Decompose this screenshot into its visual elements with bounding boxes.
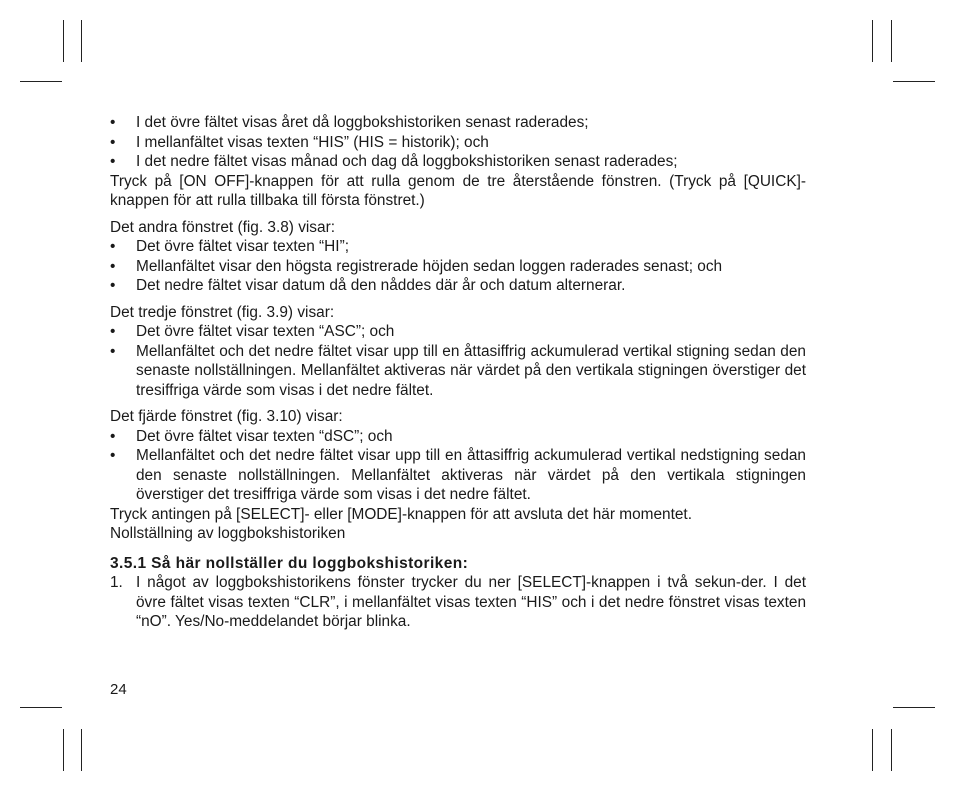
bullet: • bbox=[110, 114, 116, 131]
list-item: • I det nedre fältet visas månad och dag då loggbokshistoriken senast raderades; bbox=[110, 153, 678, 170]
crop-mark bbox=[893, 707, 935, 708]
second-window-intro: Det andra fönstret (fig. 3.8) visar: bbox=[110, 218, 335, 236]
crop-mark bbox=[20, 707, 62, 708]
fourth-window-intro: Det fjärde fönstret (fig. 3.10) visar: bbox=[110, 408, 343, 425]
list-item: • Det övre fältet visar texten “dSC”; och bbox=[110, 427, 393, 445]
second-window-list bbox=[110, 237, 806, 296]
bullet: • bbox=[110, 153, 116, 170]
list-item: • I mellanfältet visas texten “HIS” (HIS = historik); och bbox=[110, 133, 489, 151]
list-item: • Mellanfältet och det nedre fältet visar upp till en åttasiffrig ackumulerad vertikal stigning sedan den senaste nollställningen. Mellanfältet aktiveras när värdet på den vertikala stigningen överstiger det tresiffriga värde som visas i det nedre fältet. bbox=[110, 342, 806, 399]
list-item: • I det övre fältet visas året då loggbokshistoriken senast raderades; bbox=[110, 114, 589, 131]
third-window-intro: Det tredje fönstret (fig. 3.9) visar: bbox=[110, 303, 335, 321]
list-item: • Det övre fältet visar texten “HI”; bbox=[110, 238, 349, 255]
page-body bbox=[110, 113, 806, 632]
list-item: • Mellanfältet och det nedre fältet visar upp till en åttasiffrig ackumulerad vertikal nedstigning sedan den senaste nollställningen. Mellanfältet aktiveras när värdet på den vertikala stigningen överstiger det tresiffriga värde som visas i det nedre fältet. bbox=[110, 447, 806, 503]
crop-mark bbox=[20, 81, 62, 82]
bullet: • bbox=[110, 427, 116, 445]
crop-mark bbox=[63, 729, 64, 771]
crop-mark bbox=[63, 20, 64, 62]
paragraph-on-off: Tryck på [ON OFF]-knappen för att rulla genom de tre återstående fönstren. (Tryck på [QUICK]-knappen för att rulla tillbaka till första fönstret.) bbox=[110, 172, 806, 209]
crop-mark bbox=[81, 729, 82, 771]
list-item: • Det nedre fältet visar datum då den nåddes där år och datum alternerar. bbox=[110, 277, 626, 294]
bullet: • bbox=[110, 277, 116, 294]
steps-list bbox=[110, 573, 806, 632]
bullet: • bbox=[110, 257, 116, 275]
list-item: • Det övre fältet visar texten “ASC”; och bbox=[110, 323, 395, 340]
step-number: 1. bbox=[110, 574, 123, 591]
bullet: • bbox=[110, 238, 116, 255]
fourth-window-list bbox=[110, 427, 806, 505]
crop-mark bbox=[891, 20, 892, 62]
bullet: • bbox=[110, 323, 116, 340]
section-heading: 3.5.1 Så här nollställer du loggbokshistoriken: bbox=[110, 554, 469, 572]
crop-mark bbox=[81, 20, 82, 62]
crop-mark bbox=[872, 729, 873, 771]
step-item: 1. I något av loggbokshistorikens fönster trycker du ner [SELECT]-knappen i två sekun-der. I det övre fältet visas texten “CLR”, i mellanfältet visas texten “HIS” och i det nedre fönstret visas texten “nO”. Yes/No-meddelandet börjar blinka. bbox=[110, 574, 806, 630]
bullet: • bbox=[110, 447, 116, 464]
crop-mark bbox=[872, 20, 873, 62]
paragraph-exit: Tryck antingen på [SELECT]- eller [MODE]-knappen för att avsluta det här momentet. bbox=[110, 505, 692, 523]
bullet: • bbox=[110, 133, 116, 151]
third-window-list bbox=[110, 322, 806, 400]
first-window-list bbox=[110, 113, 806, 172]
paragraph-reset-label: Nollställning av loggbokshistoriken bbox=[110, 525, 346, 542]
list-item: • Mellanfältet visar den högsta registrerade höjden sedan loggen raderades senast; och bbox=[110, 257, 723, 275]
crop-mark bbox=[891, 729, 892, 771]
page-number: 24 bbox=[110, 681, 127, 698]
bullet: • bbox=[110, 342, 116, 360]
crop-mark bbox=[893, 81, 935, 82]
